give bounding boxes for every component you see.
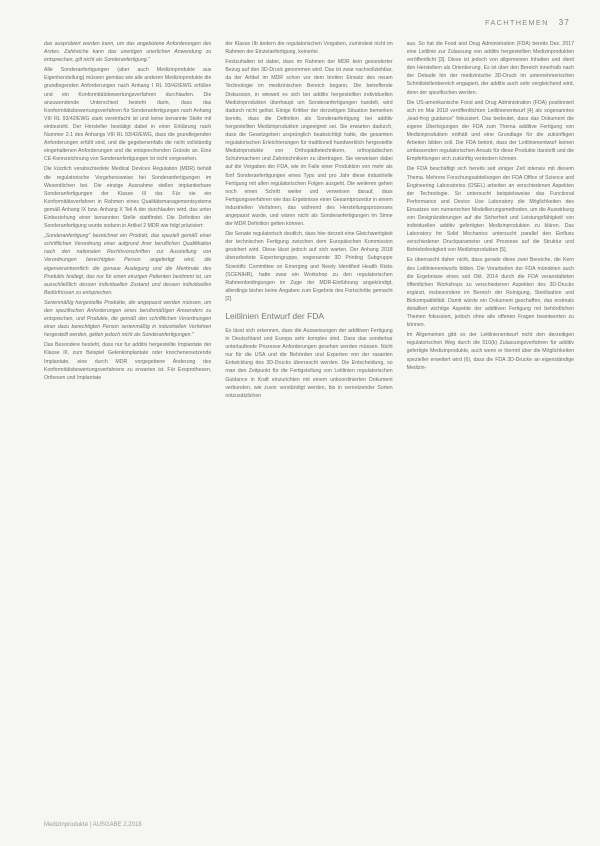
paragraph: Die FDA beschäftigt sich bereits seit einiger Zeit intensiv mit diesem Thema. Mehrere Forschungsabteilungen der FDA Office of Science and Engineering Laboratories (OSEL) arbeiten an verschiedenen Aspekten der Technologie. So untersucht beispielsweise das Functional Performance and Device Use Laboratory die Möglichkeiten des Einsatzes von numerischen Modellierungsmethoden, um die Auswirkung von Designänderungen auf die Sicherheit und Leistungsfähigkeit von individuellen additiv gefertigten Medizinprodukten zu klären. Das Laboratory for Solid Mechanics untersucht parallel den Einfluss verschiedener Druckparameter und Prozesse auf die Struktur und Betriebsfestigkeit von Medizinprodukten [5]. [406,166,574,254]
running-header [485,18,570,27]
paragraph: Im Allgemeinen gibt es der Leitlinienentwurf nicht den derzeitigen regulatorischen Weg durch die 510(k) Zulassungsverfahren für additiv gefertigte Medizinprodukte, auch wenn er hiermit über die Möglichkeiten spezieller erweitert wird (6), dass die FDA 3D-Drucke an eigenständige Medizin- [406,332,574,371]
page-footer: Medizinprodukte | AUSGABE 2.2018 [44,822,142,828]
section-heading: Leitlinien Entwurf der FDA [225,311,325,321]
paragraph: aus. So hat die Food and Drug Administration (FDA) bereits Dez. 2017 eine Leitlinie zur Zulassung von additiv hergestellten Medizinprodukten veröffentlicht [3]. Diese ist jedoch von allgemeinen Inhalten und dient den Herstellern als Orientierung. Es ist über den Bereich innerhalb nach der Dekade hin der medizinische 3D-Druck im unternehmerischen Schnittstellenbereich engagiert, der additiv auch sehr vergleichend wird, denn der spezifischen werden. [406,41,574,96]
paragraph: Alle Sonderanfertigungen (aber auch Medizinprodukte aus Eigenherstellung) müssen gemäss wie alle anderen Medizinprodukte die grundlegenden Anforderungen nach Anhang I RL 93/42/EWG erfüllen und ein Konformitätsbewertungsverfahren durchlaufen. Die anzuwendende Unterschied besteht darin, dass das Konformitätsbewertungsverfahren für Sonderanfertigungen nach Anhang VIII RL 93/42/EWG stark vereinfacht ist und keine benannte Stelle mit einbezieht. Der Hersteller bestätigt dabei in einer Erklärung nach Nummer 2.1 des Anhangs VIII RL 93/42/EWG, dass die grundlegenden Anforderungen erfüllt sind, und die gegebenenfalls die nicht vollständig eingehaltenen Anforderungen und die entsprechenden Gründe an. Eine CE-Kennzeichnung von Sonderanfertigungen ist nicht vorgesehen. [44,67,212,163]
paragraph: das ausprobiert worden kann, um das angebotene Anforderungen des Arztes. Zahlreiche kann das unertigen unerlichen Anwendung zu entsprechen, gilt nicht als Sonderanfertigung." [44,41,212,64]
text-column-3 [407,40,574,820]
paragraph: Serienmäßig hergestellte Produkte, die angepasst werden müssen, um den spezifischen Anforderungen eines berufsmäßigen Anwenders zu entsprechen, und Produkte, die gemäß den schriftlichen Verordnungen einer dazu berechtigten Person serienmäßig in industriellen Verfahren hergestellt werden, gelten jedoch nicht als Sonderanfertigungen." [44,299,212,339]
body-columns [44,40,574,820]
section-title: FACHTHEMEN [485,18,549,27]
paragraph: Die US-amerikanische Food and Drug Administration (FDA) positioniert sich im Mai 2018 veröffentlichten Leitlinienentwurf [4] als sogenanntes „lead-frog guidance" fokussiert. Das bedeutet, dass das Dokument die eigene Überlegungen der FDA zum Thema additive Fertigung von Medizinprodukten enthält und eine Grundlage für die zukünftigen Arbeiten bilden soll. Die FDA betont, dass der Leitlinienentwurf keinen umfassenden regulatorischen Ansatz für diese Produkte darstellt und die Empfehlungen sich zukünftig verändern können. [406,99,574,163]
paragraph: „Sonderanfertigung" bezeichnet ein Produkt, das speziell gemäß einer schriftlichen Verordnung einer aufgrund ihrer beruflichen Qualifikation nach den nationalen Rechtsvorschriften zur Ausstellung von Verordnungen berechtigten Person angefertigt wird, die eigenverantwortlich die genaue Auslegung und die Merkmale des Produkts festlegt, das nur für einen einzigen Patienten bestimmt ist, um ausschließlich dessen individuellen Zustand und dessen individuellen Bedürfnissen zu entsprechen. [44,233,212,296]
paragraph: der Klasse IIb ändern die regulatorischen Vorgaben, zumindest nicht im Rahmen der Einzelanfertigung, keinerlei. [225,41,393,56]
paragraph: Die Senate regulatorisch deutlich, dass hier derzeit eine Gleichwertigkeit der technischen Fertigung zwischen dem Europäischen Kommission gesichert wird. Diese lässt jedoch auf sich warten. Der Anhang 2018 überarbeitete Expertengruppe, sogenannte 3D Printing Subgruppe Scientific Committee on Emerging and Newly Identified Health Risks (SCENIHR), hatte zwar ein Workshop zu den regulatorischen Rahmenbedingungen im Zuge der MDR-Einführung angekündigt, allerdings bisher keine Angaben zum Ergebnis des Fortschritte gemacht [2]. [225,231,393,302]
paragraph: Das Besondere besteht, dass nur fur additiv hergestellte Implantate der Klasse III, zum Beispiel Gelenkimplantate oder knochenersetzende Implantate, eine durch MDR vorgegebene Änderung des Konformitätsbewertungsverfahrens zu erwarten ist. Für Exoprothesen, Orthesen und Implantate [44,342,212,381]
paragraph: Es überrascht daher nicht, dass gerade diese zwei Bereiche, die Kern des Leitlinienentwurfs bilden. Die Vorarbeiten der FDA mündeten auch die Ergebnisse eines seit Okt. 2014 durch die FDA veranstalteten öffentlichen Workshops zu verschiedenen Aspekten des 3D-Drucks ergänzt, insbesondere im Bereich der Reinigung, Sterilisation und Biokompatibilität. Damit würde ein Dokument geschaffen, das erstmals detailliert wichtige Aspekte der additiven Fertigung mit behördlichen Themen fokussiert, jedoch ohne alle offenen Fragen beantworten zu können. [406,257,574,329]
text-column-1 [44,40,211,820]
paragraph: Festzuhalten ist dabei, dass im Rahmen der MDR kein gesonderter Bezug auf den 3D-Druck genommen wird. Das ist zwar nachvollziehbar, da der Artikel im MDR schon vor dem breiten Einsatz des neuen Technologie im medizinischen Bereich begann. Die betreffende Diskussion, in wieweit es sich bei additiv hergestellten individuellen Medizinprodukten überhaupt um Sonderanfertigungen handelt, wird dadurch nicht gelöst. Einige Kritiker der derzeitigen Situation bemerken bereits, dass die Definition als Sonderanfertigung bei additiv hergestellten Medizinprodukten ungeeignet sei. Sie erwarten dadurch, dass die Gesetzgeben ursprünglich beabsichtigt hatte, die gesamten regulatorischen Erleichterungen für traditionell handwerklich hergestellte Medizinprodukte von Orthopädietechnikern, orthopädischen Schuhmachern und Zahntechnikern zu übertragen. Sie verweisen dabei auf die Vorgaben der FDA, wie im Falle einer Produktion von mehr als fünf Sonderanfertigungen eines Typs und pro Jahr diese industrielle Fertigung mit allen regulatorischen Folgen ausgeht. Die weiteren gehen noch einen Schritt weiter und verweisen darauf, dass Fertigungsverfahren wie das Ergebnisse einer Gesamtprozedur in einem industriellen Verfahren, das während des Herstellungsprozesses angepasst wurde, und wären nicht als Sonderanfertigungen im Sinne der MDR Definition gelten können. [225,59,393,228]
paragraph: Die kürzlich verabschiedete Medical Devices Regulation (MDR) behält die regulatorische Vorgehensweise bei Sonderanfertigungen im Wesentlichen bei. Die einzige Ausnahme stellen implantierbare Sonderanfertigungen der Klasse III dar. Für sie ein Konformitätsverfahren in Rahmen eines Qualitätsmanagementsystems gemäß Anhang IX bzw. Anhang X Teil A der durchlaufen wird, das unter Einbeziehung einer benannten Stelle stattfindet. Die Definition der Sonderanfertigung wurde sodann in Artikel 2 MDR wie folgt präzisiert: [44,166,212,230]
paragraph: Es lässt sich erkennen, dass die Ausweisungen der additiven Fertigung in Deutschland und Europa sehr komplex sind. Dass das sonderbar unterlaufende Prozesse Anforderungen gesehen werden müssen. Nicht nur für die USA und die Behörden und Experten von der rasanten Entwicklung des 3D-Drucks überrascht werden. Die Entscheidung, so man den Zeitpunkt für die Fertigstellung von Leitlinien regulatorischen Guidance in Kraft einzurichten mit einem unkoordinierten Dokument verbunden, wie zuvor verständigt werden, bis in vernetzender Sorten notzusätzlichen [225,328,393,399]
page-number: 37 [558,18,570,27]
text-column-2 [225,40,392,820]
